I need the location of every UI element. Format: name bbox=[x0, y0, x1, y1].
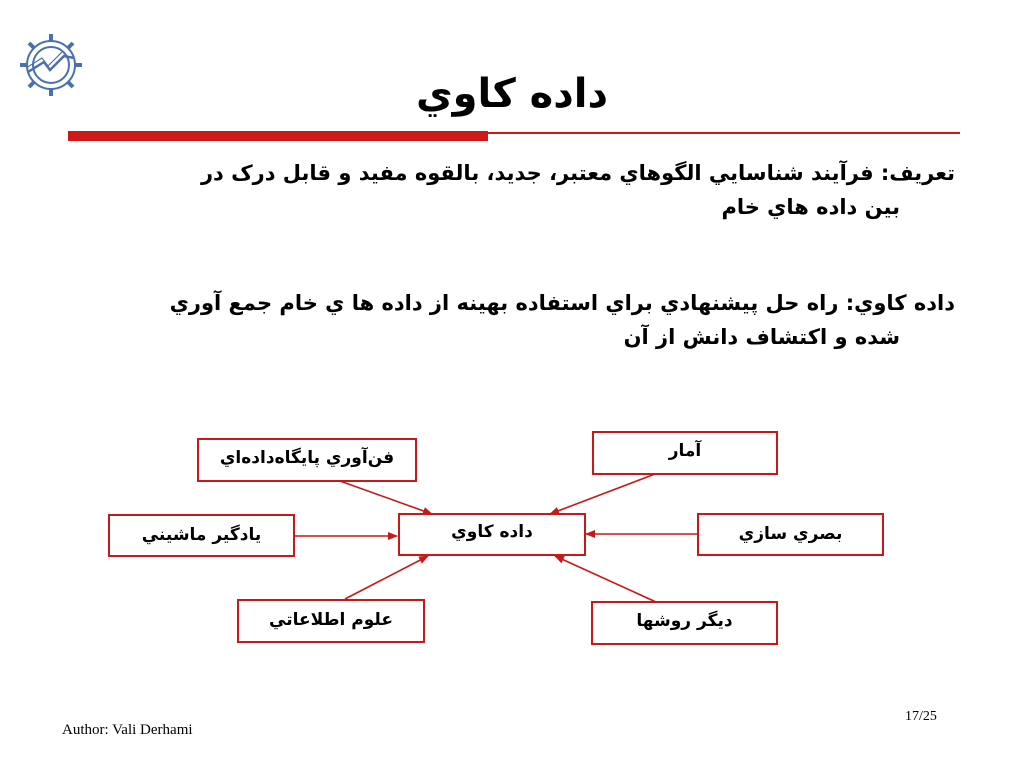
definition-line-2: بين داده هاي خام bbox=[721, 195, 900, 219]
author-footer: Author: Vali Derhami bbox=[62, 722, 193, 738]
node-data-mining-center: داده كاوي bbox=[398, 513, 586, 556]
node-statistics: آمار bbox=[592, 431, 778, 475]
definition-line-1: تعريف: فرآيند شناسايي الگوهاي معتبر، جديد، بالقوه مفيد و قابل درک در bbox=[200, 161, 955, 185]
description-line-1: داده كاوي: راه حل پيشنهادي براي استفاده بهينه از داده ها ي خام جمع آوري bbox=[169, 291, 955, 315]
node-database-tech: فن‌آوري پايگاه‌داده‌اي bbox=[197, 438, 417, 482]
slide-title: داده كاوي bbox=[415, 71, 609, 117]
node-machine-learning: يادگير ماشيني bbox=[108, 514, 295, 557]
node-visualization: بصري سازي bbox=[697, 513, 884, 556]
page-number: 17/25 bbox=[905, 709, 937, 724]
arrow-other-methods bbox=[555, 556, 656, 602]
description-line-2: شده و اكتشاف دانش از آن bbox=[623, 325, 900, 349]
arrow-database-tech bbox=[340, 481, 432, 514]
node-other-methods: ديگر روشها bbox=[591, 601, 778, 645]
node-information-science: علوم اطلاعاتي bbox=[237, 599, 425, 643]
arrow-statistics bbox=[550, 474, 655, 514]
arrow-information-science bbox=[345, 556, 428, 599]
